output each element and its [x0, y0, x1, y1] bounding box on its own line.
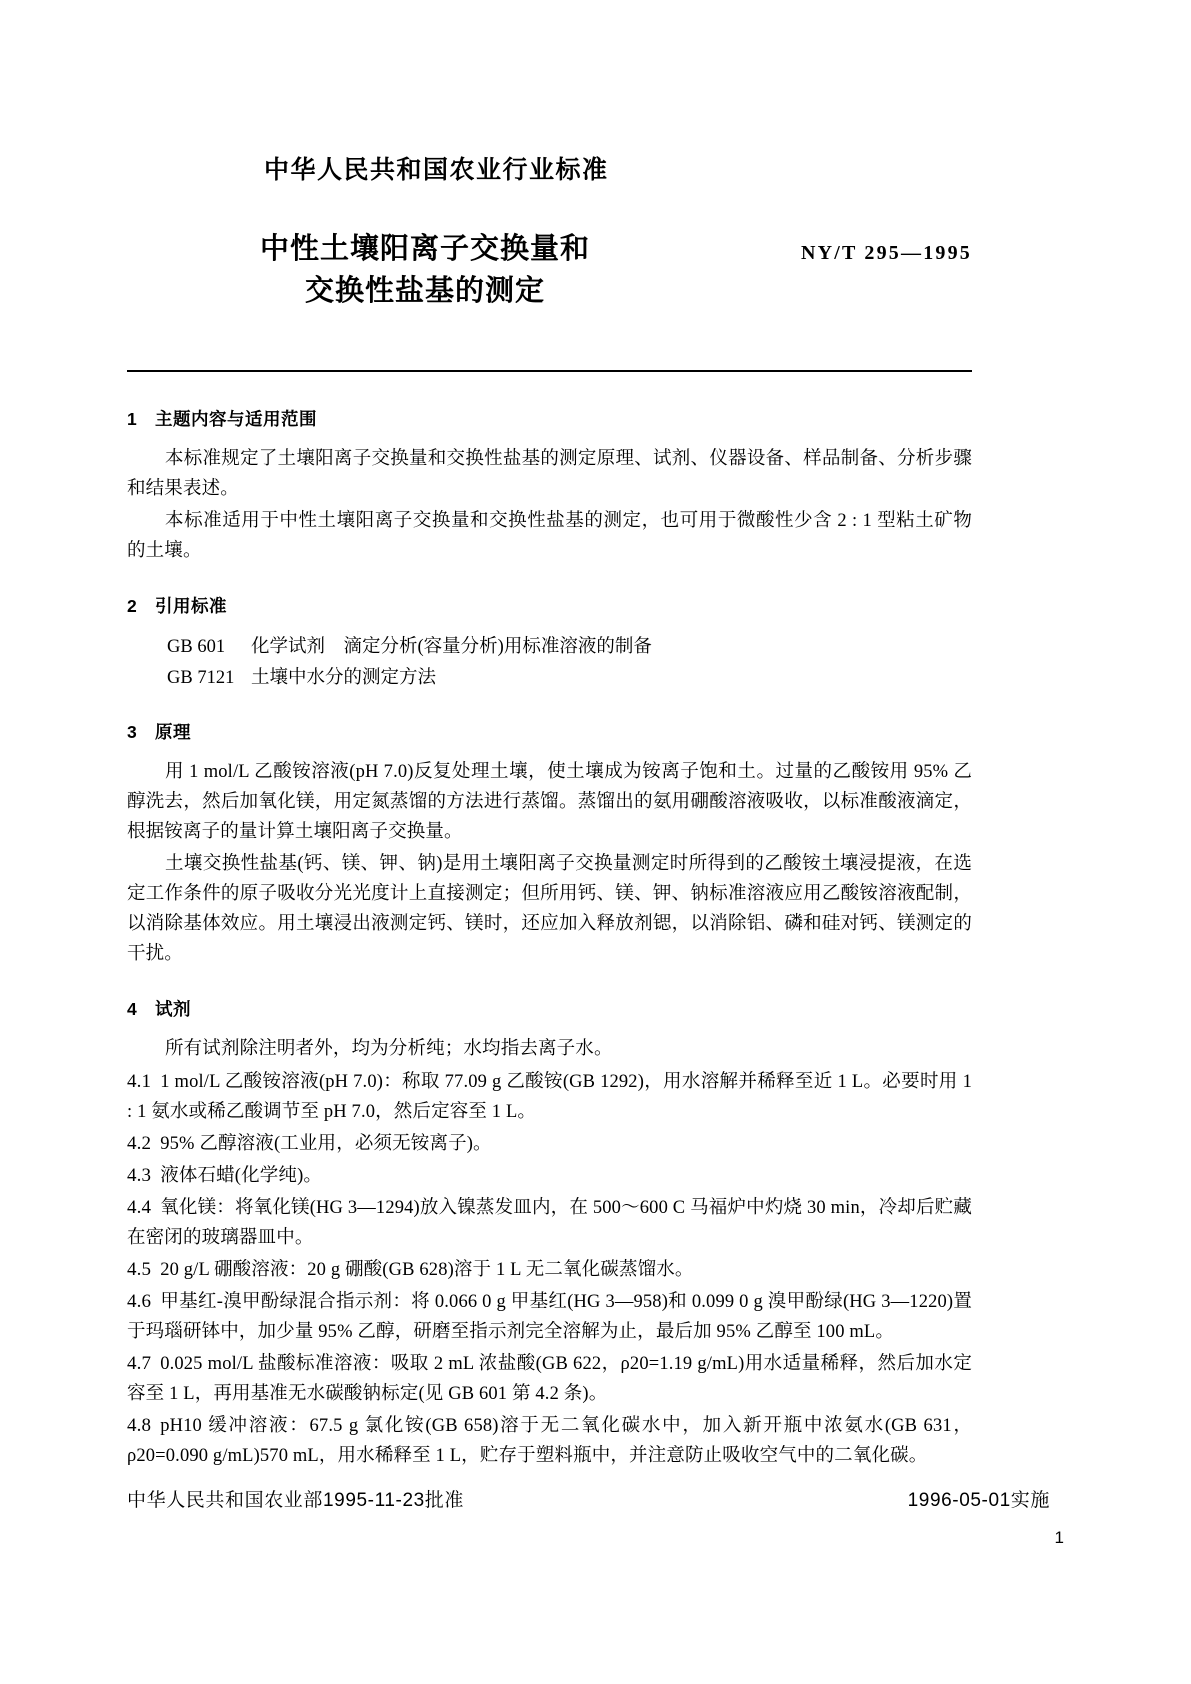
section-heading-3 — [127, 719, 972, 744]
clause-4-2 — [127, 1129, 972, 1160]
clause-number: 4.5 — [127, 1258, 152, 1280]
clause-number: 4.3 — [127, 1164, 152, 1186]
section-heading-4 — [127, 996, 972, 1021]
section-number-1: 1 — [127, 409, 138, 429]
issuing-organization: 中华人民共和国农业行业标准 — [264, 156, 609, 184]
clause-number: 4.8 — [127, 1414, 152, 1436]
clause-text: 1 mol/L 乙酸铵溶液(pH 7.0)：称取 77.09 g 乙酸铵(GB 1292)，用水溶解并稀释至近 1 L。必要时用 1 : 1 氨水或稀乙酸调节至 pH 7.0，然后定容至 1 L。 — [127, 1072, 972, 1122]
document-title-line-1: 中性土壤阳离子交换量和 — [259, 233, 590, 265]
section-title-1: 主题内容与适用范围 — [155, 409, 317, 429]
reference-title: 化学试剂 滴定分析(容量分析)用标准溶液的制备 — [251, 636, 652, 657]
clause-number: 4.1 — [127, 1071, 152, 1093]
clause-text: 20 g/L 硼酸溶液：20 g 硼酸(GB 628)溶于 1 L 无二氧化碳蒸馏水。 — [160, 1259, 694, 1280]
clause-text: 氧化镁：将氧化镁(HG 3—1294)放入镍蒸发皿内，在 500～600 C 马福炉中灼烧 30 min，冷却后贮藏在密闭的玻璃器皿中。 — [127, 1197, 972, 1248]
section-1-paragraph-1: 本标准规定了土壤阳离子交换量和交换性盐基的测定原理、试剂、仪器设备、样品制备、分析步骤和结果表述。 — [127, 449, 972, 499]
clause-text: 液体石蜡(化学纯)。 — [160, 1165, 323, 1186]
section-number-2: 2 — [127, 595, 138, 616]
footer-approval: 中华人民共和国农业部1995-11-23批准 — [127, 1490, 464, 1511]
reference-item — [127, 632, 972, 663]
clause-4-5 — [127, 1255, 972, 1286]
document-title — [160, 228, 690, 312]
clause-text: 0.025 mol/L 盐酸标准溶液：吸取 2 mL 浓盐酸(GB 622，ρ20=1.19 g/mL)用水适量稀释，然后加水定容至 1 L，再用基准无水碳酸钠标定(见 GB 601 第 4.2 条)。 — [127, 1353, 972, 1404]
section-4-paragraph-1: 所有试剂除注明者外，均为分析纯；水均指去离子水。 — [165, 1039, 613, 1060]
document-title-line-2: 交换性盐基的测定 — [304, 275, 545, 308]
clause-4-6 — [127, 1287, 972, 1348]
reference-item — [127, 663, 972, 694]
standard-code: NY/T 295—1995 — [800, 242, 972, 264]
section-number-4: 4 — [127, 999, 138, 1020]
section-3-paragraph-1: 用 1 mol/L 乙酸铵溶液(pH 7.0)反复处理土壤，使土壤成为铵离子饱和土。过量的乙酸铵用 95% 乙醇洗去，然后加氧化镁，用定氮蒸馏的方法进行蒸馏。蒸馏出的氨用硼酸溶液吸收，以标准酸液滴定，根据铵离子的量计算土壤阳离子交换量。 — [127, 762, 972, 843]
clause-4-3 — [127, 1161, 972, 1192]
clause-4-1 — [127, 1067, 972, 1128]
header-divider-rule — [127, 370, 972, 372]
clause-number: 4.7 — [127, 1352, 152, 1374]
reference-code: GB 7121 — [167, 667, 235, 688]
clause-text: 95% 乙醇溶液(工业用，必须无铵离子)。 — [160, 1133, 492, 1154]
page-number: 1 — [1054, 1528, 1064, 1547]
section-heading-1 — [127, 406, 972, 431]
title-row — [127, 228, 972, 324]
clause-text: 甲基红-溴甲酚绿混合指示剂：将 0.066 0 g 甲基红(HG 3—958)和 0.099 0 g 溴甲酚绿(HG 3—1220)置于玛瑙研钵中，加少量 95% 乙醇，研磨至指示剂完全溶解为止，最后加 95% 乙醇至 100 mL。 — [127, 1291, 972, 1342]
document-body — [127, 406, 972, 1472]
clause-4-4 — [127, 1193, 972, 1254]
section-3-paragraph-2: 土壤交换性盐基(钙、镁、钾、钠)是用土壤阳离子交换量测定时所得到的乙酸铵土壤浸提液，在选定工作条件的原子吸收分光光度计上直接测定；但所用钙、镁、钾、钠标准溶液应用乙酸铵溶液配制，以消除基体效应。用土壤浸出液测定钙、镁时，还应加入释放剂锶，以消除铝、磷和硅对钙、镁测定的干扰。 — [127, 854, 972, 965]
section-1-paragraph-2: 本标准适用于中性土壤阳离子交换量和交换性盐基的测定，也可用于微酸性少含 2 : 1 型粘土矿物的土壤。 — [127, 510, 972, 561]
reference-title: 土壤中水分的测定方法 — [251, 667, 437, 688]
page-footer — [127, 1485, 1064, 1512]
clause-text: pH10 缓冲溶液：67.5 g 氯化铵(GB 658)溶于无二氧化碳水中，加入新开瓶中浓氨水(GB 631，ρ20=0.090 g/mL)570 mL，用水稀释至 1 L，贮存于塑料瓶中，并注意防止吸收空气中的二氧化碳。 — [127, 1415, 972, 1466]
clause-number: 4.2 — [127, 1132, 152, 1154]
clause-4-7 — [127, 1349, 972, 1410]
page-content — [127, 150, 972, 1473]
clause-number: 4.6 — [127, 1290, 152, 1312]
section-heading-2 — [127, 593, 972, 618]
clause-number: 4.4 — [127, 1196, 152, 1218]
section-title-4: 试剂 — [155, 999, 191, 1020]
section-title-3: 原理 — [155, 722, 191, 743]
footer-effective-date: 1996-05-01实施 — [907, 1490, 1050, 1511]
reference-code: GB 601 — [167, 636, 226, 657]
section-title-2: 引用标准 — [155, 595, 227, 616]
clause-4-8 — [127, 1411, 972, 1472]
section-number-3: 3 — [127, 722, 138, 743]
